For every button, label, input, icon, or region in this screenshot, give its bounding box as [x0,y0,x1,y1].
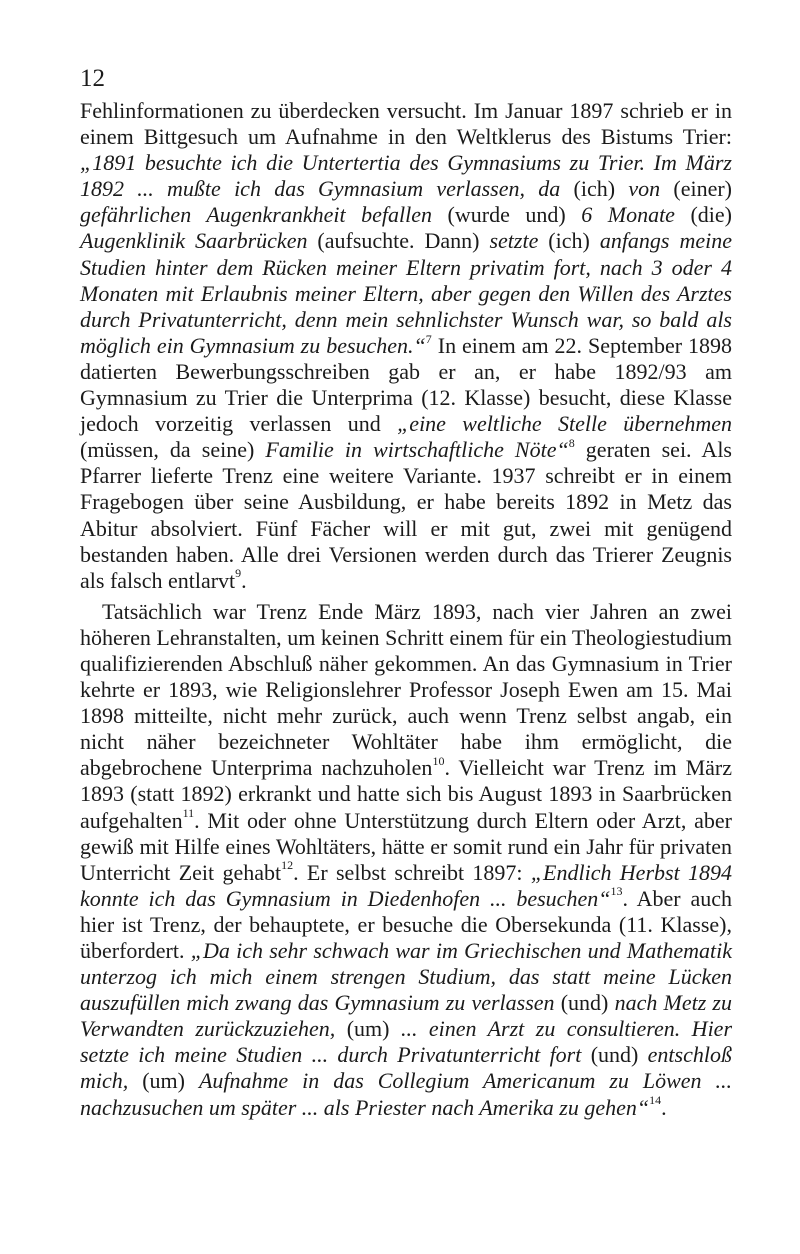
text-run: (ich) [560,176,629,202]
text-run: In einem am 22. September 1898 datierten Bewerbungsschreiben gab er an, er habe 1892/93 am Gymnasium zu Trier die Unterprima (12. Klasse) besucht, diese Klasse jedoch vorzeitig verlassen und [80,332,732,437]
footnote-marker: 14 [649,1093,662,1108]
footnote-marker: 13 [610,884,623,899]
text-run: . [661,1094,667,1120]
quote-run: Aufnahme in das Collegium Americanum zu Löwen ... nachzusuchen um später ... als Priester nach Amerika zu gehen“ [80,1068,733,1120]
quote-run: 6 Monate [581,202,675,228]
text-run: Tatsächlich war Trenz Ende März 1893, nach vier Jahren an zwei höheren Lehranstalten, um keinen Schritt einem für ein Theologiestudium qualifizierenden Abschluß näher gekommen. An das Gymnasium in Trier kehrte er 1893, wie Religionslehrer Professor Joseph Ewen am 15. Mai 1898 mitteilte, nicht mehr zurück, auch wenn Trenz selbst angab, ein nicht näher bezeichneter Wohltäter habe ihm ermöglicht, die abgebrochene Unterprima nachzuholen [80,598,732,781]
quote-run: Familie in wirtschaftliche Nöte“ [265,437,569,463]
text-run: (müssen, da seine) [80,437,266,463]
quote-run: nach Metz zu Verwandten zurückzuziehen, [80,990,732,1042]
paragraph-2 [80,599,732,1121]
quote-run: „1891 besuchte ich die Untertertia des Gymnasiums zu Trier. Im März 1892 ... mußte ich das Gymnasium verlassen, da [80,150,732,202]
text-run: (die) [674,202,733,228]
paragraph-1 [80,98,732,594]
text-run: . Vielleicht war Trenz im März 1893 (statt 1892) erkrankt und hatte sich bis August 1893 in Saarbrücken aufgehalten [80,755,732,833]
text-run: (aufsuchte. Dann) [307,228,490,254]
text-run: . [241,567,247,593]
text-run: (und) [554,990,615,1016]
footnote-marker: 10 [432,754,445,769]
text-run: . Mit oder ohne Unterstützung durch Eltern oder Arzt, aber gewiß mit Hilfe eines Wohltäters, hätte er somit rund ein Jahr für privaten Unterricht Zeit gehabt [80,807,732,885]
footnote-marker: 12 [281,858,294,873]
quote-run: von [628,176,661,202]
footnote-marker: 11 [182,806,195,821]
quote-run: „eine weltliche Stelle übernehmen [397,411,732,437]
page-number: 12 [80,65,105,92]
quote-run: Augenklinik Saarbrücken [80,228,308,254]
footnote-marker: 8 [568,435,575,450]
quote-run: ... einen Arzt zu consultieren. Hier setzte ich meine Studien ... durch Privatunterricht fort [80,1016,733,1068]
text-run: (einer) [660,176,733,202]
text-run: (ich) [538,228,600,254]
body-text [80,98,732,1121]
footnote-marker: 7 [425,331,432,346]
quote-run: „Endlich Herbst 1894 konnte ich das Gymnasium in Diedenhofen ... besuchen“ [80,859,732,911]
text-run: geraten sei. Als Pfarrer lieferte Trenz eine weitere Variante. 1937 schreibt er in einem Fragebogen über seine Ausbildung, er habe bereits 1892 in Metz das Abitur absolviert. Fünf Fächer will er mit gut, zwei mit genügend bestanden haben. Alle drei Versionen werden durch das Trierer Zeugnis als falsch entlarvt [80,437,732,593]
text-run: (und) [581,1042,648,1068]
text-run: . Aber auch hier ist Trenz, der behauptete, er besuche die Obersekunda (11. Klasse), überfordert. [80,885,733,963]
quote-run: entschloß mich, [80,1042,732,1094]
quote-run: setzte [489,228,539,254]
text-run: . Er selbst schreibt 1897: [293,859,531,885]
text-run: (um) [128,1068,199,1094]
text-run: (um) [335,1016,401,1042]
quote-run: gefährlichen Augenkrankheit befallen [80,202,432,228]
text-run: (wurde und) [432,202,582,228]
text-run: Fehlinformationen zu überdecken versucht. Im Januar 1897 schrieb er in einem Bittgesuch um Aufnahme in den Weltklerus des Bistums Trier: [80,98,732,150]
quote-run: anfangs meine Studien hinter dem Rücken meiner Eltern privatim fort, nach 3 oder 4 Monaten mit Erlaubnis meiner Eltern, aber gegen den Willen des Arztes durch Privatunterricht, denn mein sehnlichster Wunsch war, so bald als möglich ein Gymnasium zu besuchen.“ [80,228,732,358]
footnote-marker: 9 [235,566,242,581]
quote-run: „Da ich sehr schwach war im Griechischen und Mathematik unterzog ich mich einem strengen Studium, das statt meine Lücken auszufüllen mich zwang das Gymnasium zu verlassen [80,938,732,1016]
